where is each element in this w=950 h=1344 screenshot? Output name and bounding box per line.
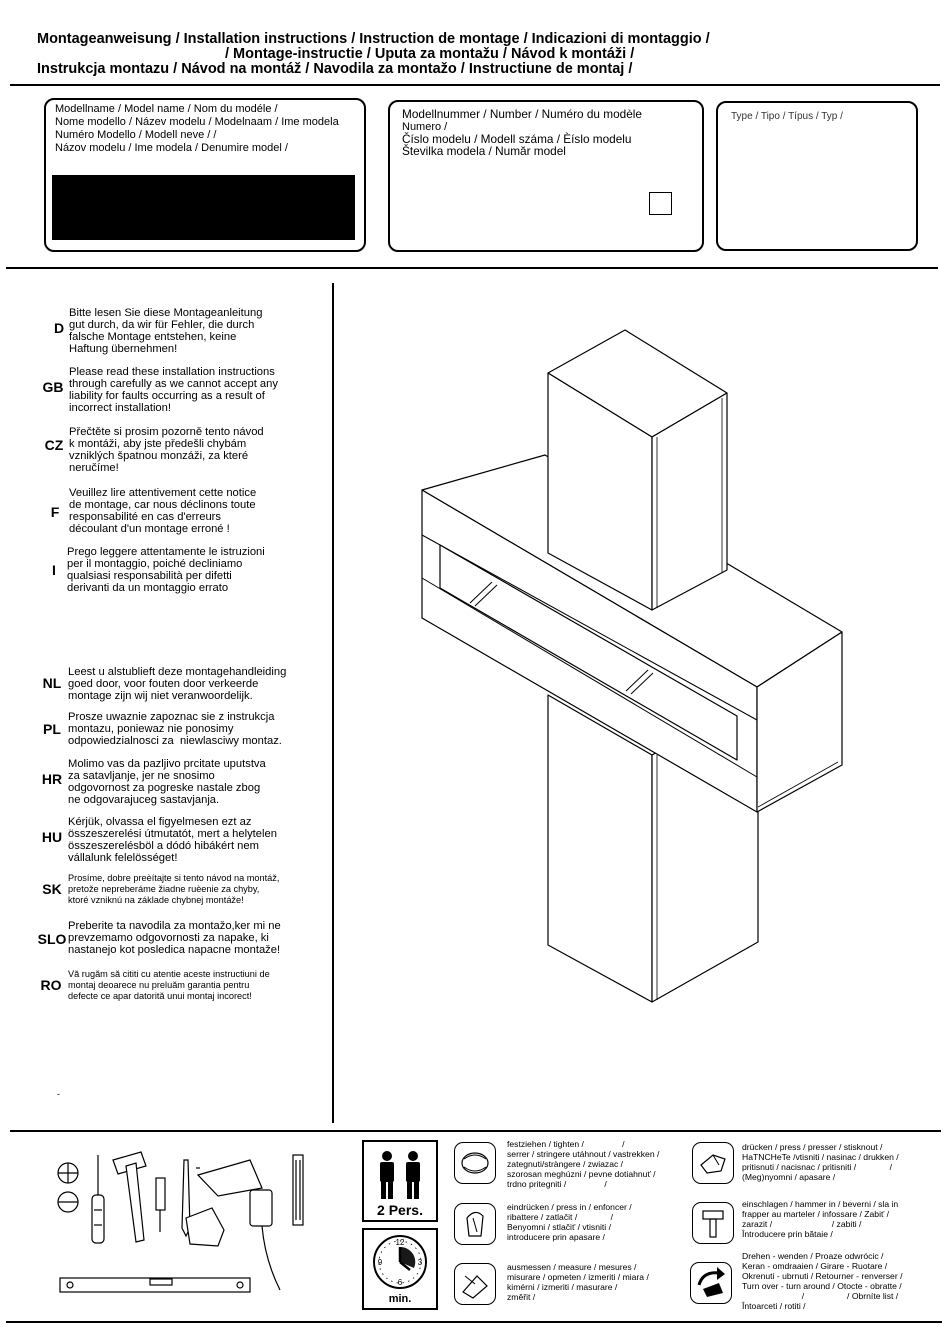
model-number-line-1: Modellnummer / Number / Numéro du modèle xyxy=(402,107,642,121)
lang-code: CZ xyxy=(44,437,64,453)
clock-12: 12 xyxy=(395,1238,405,1247)
header-divider xyxy=(10,84,940,86)
legend-bottom-divider xyxy=(6,1321,942,1323)
model-name-box xyxy=(44,98,366,252)
press-icon xyxy=(692,1142,734,1184)
lang-code: NL xyxy=(42,675,62,691)
lang-text: Bitte lesen Sie diese Montageanleitung gut durch, da wir für Fehler, die durch falsche Montage entstehen, keine Haftung übernehmen! xyxy=(69,307,263,355)
upper-cabinet xyxy=(548,330,727,610)
plus-screwdriver-icon xyxy=(58,1163,78,1183)
awl-icon xyxy=(156,1178,165,1232)
header-line-1: Montageanweisung / Installation instructions / Instruction de montage / Indicazioni di montaggio / xyxy=(37,31,710,47)
tighten-icon xyxy=(454,1142,496,1184)
lang-text: Please read these installation instructions through carefully as we cannot accept any liability for faults occurring as a result of incorrect installation! xyxy=(69,366,278,414)
lang-code: I xyxy=(52,562,56,578)
lang-text: Kérjük, olvassa el figyelmesen ezt az összeszerelési útmutatót, mert a helytelen összeszerelésböl a dódó hibákért nem vállalunk felelösséget! xyxy=(68,816,277,864)
lang-code: HR xyxy=(41,771,63,787)
measure-text: ausmessen / measure / mesures / misurare / opmeten / izmeriti / miara / kimérni / izmeriti / masurare / změřit / xyxy=(507,1262,649,1302)
legend-top-divider xyxy=(10,1130,941,1132)
lang-code: RO xyxy=(40,977,62,993)
hammer-text: einschlagen / hammer in / beverni / sla in frapper au marteler / infossare / Zabiť / zarazit / / zabiti / Întroducere prin bătaie / xyxy=(742,1199,899,1239)
column-divider xyxy=(332,283,334,1123)
hammer-icon xyxy=(692,1202,734,1244)
footnote-dash: - xyxy=(57,1089,60,1099)
header-line-3: Instrukcja montazu / Návod na montáž / Navodila za montažo / Instructiune de montaj / xyxy=(37,61,633,77)
lang-text: Vă rugăm să cititi cu atentie aceste instructiuni de montaj deoarece nu preluăm garantia pentru defecte ce apar datorită unui montaj incorect! xyxy=(68,969,270,1001)
time-label: min. xyxy=(388,1293,412,1305)
screwdriver-icon xyxy=(92,1155,104,1243)
redacted-model-name xyxy=(52,175,355,240)
lang-text: Prosze uwaznie zapoznac sie z instrukcja montazu, poniewaz nie ponosimy odpowiedzialnosci za niewlasciwy montaz. xyxy=(68,711,282,747)
clock-9: 9 xyxy=(377,1258,383,1267)
two-persons-label: 2 Pers. xyxy=(377,1202,423,1218)
clock-6: 6 xyxy=(397,1278,403,1287)
info-divider xyxy=(6,267,938,269)
lang-text: Prego leggere attentamente le istruzioni per il montaggio, poiché decliniamo qualsiasi responsabilità per difetti derivanti da un montaggio errato xyxy=(67,546,265,594)
two-persons-icon xyxy=(374,1150,426,1200)
lang-text: Leest u alstublieft deze montagehandleiding goed door, voor fouten door verkeerde montage zijn wij niet veranwoordelijk. xyxy=(68,666,287,702)
model-number-line-2: Numero / xyxy=(402,121,448,133)
lang-code: SK xyxy=(42,881,62,897)
lang-text: Molimo vas da pazljivo prcitate uputstva za satavljanje, jer ne snosimo odgovornost za pogreske nastale zbog ne odgovarajuceg sastavjanja. xyxy=(68,758,266,806)
minus-screwdriver-icon xyxy=(58,1192,78,1212)
time-box xyxy=(362,1228,438,1310)
spirit-level-icon xyxy=(60,1278,250,1292)
lang-text: Veuillez lire attentivement cette notice de montage, car nous déclinons toute responsabilité en cas d'erreurs découlant d'un montage erroné ! xyxy=(69,487,257,535)
turn-over-icon xyxy=(690,1262,732,1304)
tighten-text: festziehen / tighten / / serrer / stringere utáhnout / vastrekken / zategnuti/stràngere / zwiazac / szorosan meghúzni / pevne dotiahnuť / trdno pritegniti / / xyxy=(507,1139,660,1189)
lang-code: F xyxy=(50,504,60,520)
model-name-line-3: Numéro Modello / Modell neve / / xyxy=(55,129,217,141)
lang-code: D xyxy=(53,320,65,336)
furniture-illustration xyxy=(400,320,860,1020)
press-text: drücken / press / presser / stisknout / HaTNCHeTe /vtisniti / nasinac / drukken / pritisnuti / nacisnac / pritisniti / / (Meg)nyomni / apasare / xyxy=(742,1142,899,1182)
model-number-box xyxy=(388,100,704,252)
press-in-icon xyxy=(454,1203,496,1245)
press-in-text: eindrücken / press in / enfoncer / ribattere / zatlačit / / Benyomni / stlačiť / vtisniti / introducere prin apasare / xyxy=(507,1202,632,1242)
model-number-line-4: Številka modela / Număr model xyxy=(402,144,566,158)
lang-text: Přečtěte si prosim pozorně tento návod k montáži, aby jste předešli chybám vzniklých špatnou monzáži, za které neručíme! xyxy=(69,426,264,474)
drill-bits-icon xyxy=(293,1155,303,1225)
model-name-line-1: Modellname / Model name / Nom du modéle / xyxy=(55,103,278,115)
tools-panel xyxy=(50,1148,320,1300)
header-line-2: / Montage-instructie / Uputa za montažu / Návod k montáži / xyxy=(225,46,635,62)
model-name-line-4: Názov modelu / Ime modela / Denumire model / xyxy=(55,142,288,154)
lang-code: HU xyxy=(41,829,63,845)
wrench-icon xyxy=(186,1208,224,1246)
model-number-line-3: Číslo modelu / Modell száma / Èíslo modelu xyxy=(402,132,632,146)
type-label: Type / Tipo / Típus / Typ / xyxy=(731,111,843,122)
clock-3: 3 xyxy=(417,1258,423,1267)
hammer-tool-icon xyxy=(113,1152,146,1242)
measure-icon xyxy=(454,1263,496,1305)
lang-code: PL xyxy=(43,721,61,737)
lang-code: GB xyxy=(42,379,64,395)
model-number-checkbox xyxy=(649,192,672,215)
model-name-line-2: Nome modello / Název modelu / Modelnaam / Ime modela xyxy=(55,116,339,128)
lang-text: Preberite ta navodila za montažo,ker mi ne prevzemamo odgovornosti za napake, ki nastanejo kot posledica napacne montaže! xyxy=(68,920,281,956)
turn-over-text: Drehen - wenden / Proaze odwrócic / Keran - omdraaien / Girare - Ruotare / Okrenuti - ubrnuti / Retourner - renverser / Turn over - turn around / Otocte - obratte / / / Obrníte list / Întoarceti / rotiti / xyxy=(742,1251,903,1311)
clock-icon xyxy=(370,1232,430,1292)
lang-text: Prosíme, dobre preèítajte si tento návod na montáž, pretože nepreberáme žiadne ruèenie za chyby, ktoré vzniknú na základe chybnej montáže! xyxy=(68,873,280,905)
lang-code: SLO xyxy=(37,931,67,947)
two-persons-box xyxy=(362,1140,438,1222)
type-box xyxy=(716,101,918,251)
